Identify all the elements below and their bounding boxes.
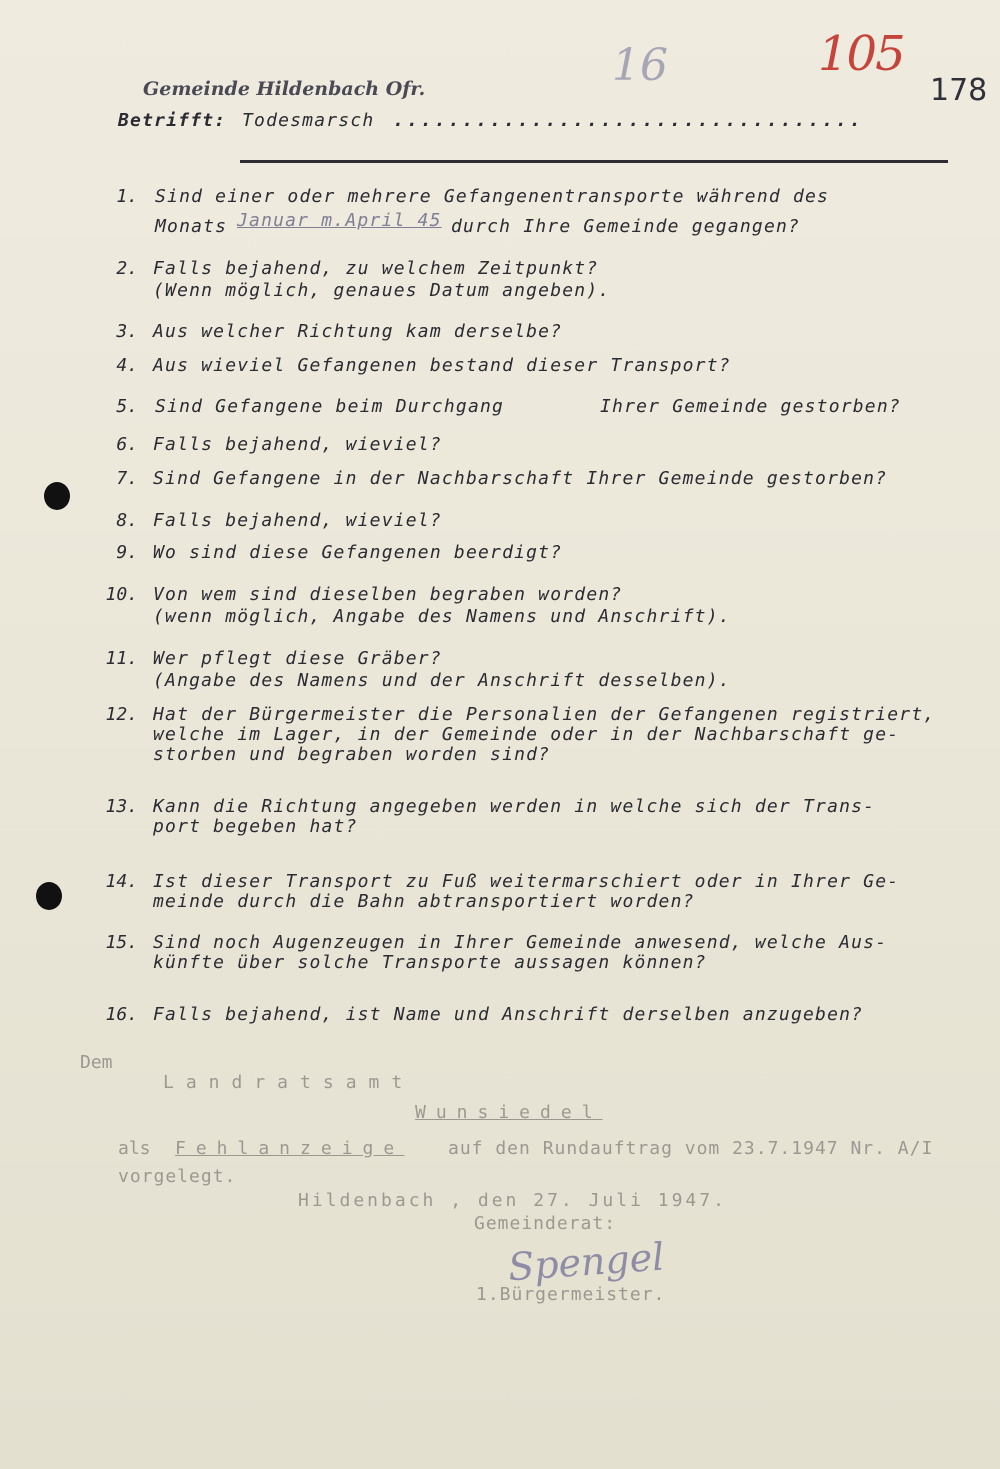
- question-text-line: Sind einer oder mehrere Gefangenentransporte während des: [155, 186, 830, 207]
- punch-hole-bottom: [36, 882, 62, 910]
- pencil-mark: 16: [612, 40, 668, 91]
- vorgelegt-text: vorgelegt.: [118, 1166, 237, 1187]
- handwritten-period: Januar m.April 45: [237, 210, 442, 231]
- question-text-line: (wenn möglich, Angabe des Namens und Anschrift).: [153, 606, 731, 627]
- question-text-line: Falls bejahend, ist Name und Anschrift derselben anzugeben?: [153, 1004, 864, 1025]
- question-text-line: (Angabe des Namens und der Anschrift desselben).: [153, 670, 731, 691]
- punch-hole-top: [44, 482, 70, 510]
- question-number: 1.: [116, 186, 138, 207]
- als-text: als: [118, 1138, 151, 1159]
- addressee-dem: Dem: [80, 1052, 113, 1073]
- question-text-line: Von wem sind dieselben begraben worden?: [153, 584, 623, 605]
- question-text-line: Falls bejahend, wieviel?: [153, 434, 442, 455]
- council-label: Gemeinderat:: [474, 1213, 617, 1234]
- mayor-title: 1.Bürgermeister.: [476, 1284, 666, 1305]
- question-text-line: durch Ihre Gemeinde gegangen?: [451, 216, 801, 237]
- red-archive-number: 105: [818, 26, 904, 82]
- question-number: 4.: [116, 355, 138, 376]
- question-number: 15.: [105, 932, 138, 953]
- fehlanzeige-text: Fehlanzeige: [175, 1138, 405, 1159]
- question-number: 9.: [116, 542, 138, 563]
- subject-dots: ..................................: [393, 110, 864, 131]
- question-number: 5.: [116, 396, 138, 417]
- question-number: 13.: [105, 796, 138, 817]
- header-rule: [240, 160, 948, 163]
- question-text-line: Sind noch Augenzeugen in Ihrer Gemeinde anwesend, welche Aus-: [153, 932, 888, 953]
- question-number: 3.: [116, 321, 138, 342]
- question-number: 2.: [116, 258, 138, 279]
- question-text-line: Ist dieser Transport zu Fuß weitermarschiert oder in Ihrer Ge-: [153, 871, 900, 892]
- question-text-line: Wer pflegt diese Gräber?: [153, 648, 442, 669]
- question-text-line: Aus wieviel Gefangenen bestand dieser Transport?: [153, 355, 731, 376]
- question-text-line: welche im Lager, in der Gemeinde oder in der Nachbarschaft ge-: [153, 724, 900, 745]
- question-text-line: Sind Gefangene beim Durchgang: [155, 396, 505, 417]
- question-number: 7.: [116, 468, 138, 489]
- question-text-line: Falls bejahend, zu welchem Zeitpunkt?: [153, 258, 599, 279]
- question-number: 11.: [105, 648, 138, 669]
- question-number: 10.: [105, 584, 138, 605]
- subject-text: Todesmarsch: [242, 110, 375, 131]
- question-text-line: storben und begraben worden sind?: [153, 744, 551, 765]
- question-number: 14.: [105, 871, 138, 892]
- question-text-line: Sind Gefangene in der Nachbarschaft Ihrer Gemeinde gestorben?: [153, 468, 888, 489]
- order-reference: auf den Rundauftrag vom 23.7.1947 Nr. A/I: [448, 1138, 934, 1159]
- question-number: 12.: [105, 704, 138, 725]
- question-number: 16.: [105, 1004, 138, 1025]
- question-text-line: (Wenn möglich, genaues Datum angeben).: [153, 280, 611, 301]
- question-text-line: Kann die Richtung angegeben werden in welche sich der Trans-: [153, 796, 876, 817]
- question-text-line: Monats: [155, 216, 228, 237]
- question-text-line: port begeben hat?: [153, 816, 358, 837]
- question-text-line: Aus welcher Richtung kam derselbe?: [153, 321, 563, 342]
- question-text-line: Hat der Bürgermeister die Personalien der Gefangenen registriert,: [153, 704, 936, 725]
- question-text-line: Wo sind diese Gefangenen beerdigt?: [153, 542, 563, 563]
- question-text-line: Falls bejahend, wieviel?: [153, 510, 442, 531]
- addressee-office: Landratsamt: [163, 1072, 415, 1093]
- page-number: 178: [930, 73, 988, 108]
- question-number: 6.: [116, 434, 138, 455]
- question-text-line: Ihrer Gemeinde gestorben?: [600, 396, 901, 417]
- place-date: Hildenbach , den 27. Juli 1947.: [298, 1190, 727, 1211]
- question-text-line: künfte über solche Transporte aussagen können?: [153, 952, 707, 973]
- question-text-line: meinde durch die Bahn abtransportiert worden?: [153, 891, 695, 912]
- municipality-stamp: Gemeinde Hildenbach Ofr.: [143, 78, 426, 100]
- signature: Spengel: [506, 1234, 666, 1290]
- addressee-town: Wunsiedel: [415, 1102, 603, 1123]
- subject-label: Betrifft:: [118, 110, 227, 131]
- question-number: 8.: [116, 510, 138, 531]
